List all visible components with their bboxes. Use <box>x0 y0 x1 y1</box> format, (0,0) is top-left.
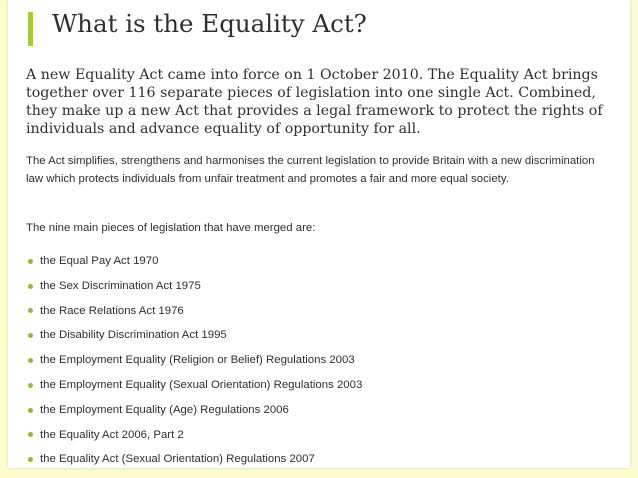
intro-paragraph: A new Equality Act came into force on 1 October 2010. The Equality Act brings together over 116 separate pieces of legislation into one single Act. Combined, they make up a new Act that provides a legal framework to protect the rights of individuals and advance equality of opportunity for all. <box>26 67 603 137</box>
bullet-dot-icon <box>28 358 33 363</box>
bullet-dot-icon <box>28 333 33 338</box>
bullet-dot-icon <box>28 284 33 289</box>
bullet-dot-icon <box>28 383 33 388</box>
list-item-text: the Employment Equality (Religion or Belief) Regulations 2003 <box>40 354 355 367</box>
bullet-dot-icon <box>28 457 33 462</box>
slide <box>8 0 630 468</box>
summary-paragraph: The Act simplifies, strengthens and harmonises the current legislation to provide Britain with a new discrimination law which protects individuals from unfair treatment and promotes a fair and more equal society. <box>26 155 595 185</box>
list-item-text: the Employment Equality (Age) Regulations 2006 <box>40 403 289 416</box>
bullet-dot-icon <box>28 432 33 437</box>
list-item-text: the Equality Act 2006, Part 2 <box>40 428 184 441</box>
list-item <box>26 398 362 423</box>
list-item-text: the Disability Discrimination Act 1995 <box>40 329 227 342</box>
list-item <box>26 447 362 468</box>
list-item-text: the Sex Discrimination Act 1975 <box>40 279 201 292</box>
bullet-dot-icon <box>28 308 33 313</box>
list-item <box>26 373 362 398</box>
list-item-text: the Equal Pay Act 1970 <box>40 255 159 267</box>
bullet-dot-icon <box>28 408 33 413</box>
list-item-text: the Race Relations Act 1976 <box>40 304 184 317</box>
title-accent-bar <box>28 12 33 46</box>
list-item-text: the Equality Act (Sexual Orientation) Regulations 2007 <box>40 453 315 466</box>
list-item <box>26 423 362 448</box>
list-item <box>26 274 362 299</box>
list-intro-paragraph: The nine main pieces of legislation that have merged are: <box>26 222 316 234</box>
bullet-dot-icon <box>28 259 33 264</box>
list-item-text: the Employment Equality (Sexual Orientation) Regulations 2003 <box>40 378 363 391</box>
legislation-list <box>26 249 362 468</box>
list-item <box>26 299 362 324</box>
list-item <box>26 348 362 373</box>
page-title: What is the Equality Act? <box>52 9 367 38</box>
list-item <box>26 323 362 348</box>
list-item <box>26 249 362 274</box>
